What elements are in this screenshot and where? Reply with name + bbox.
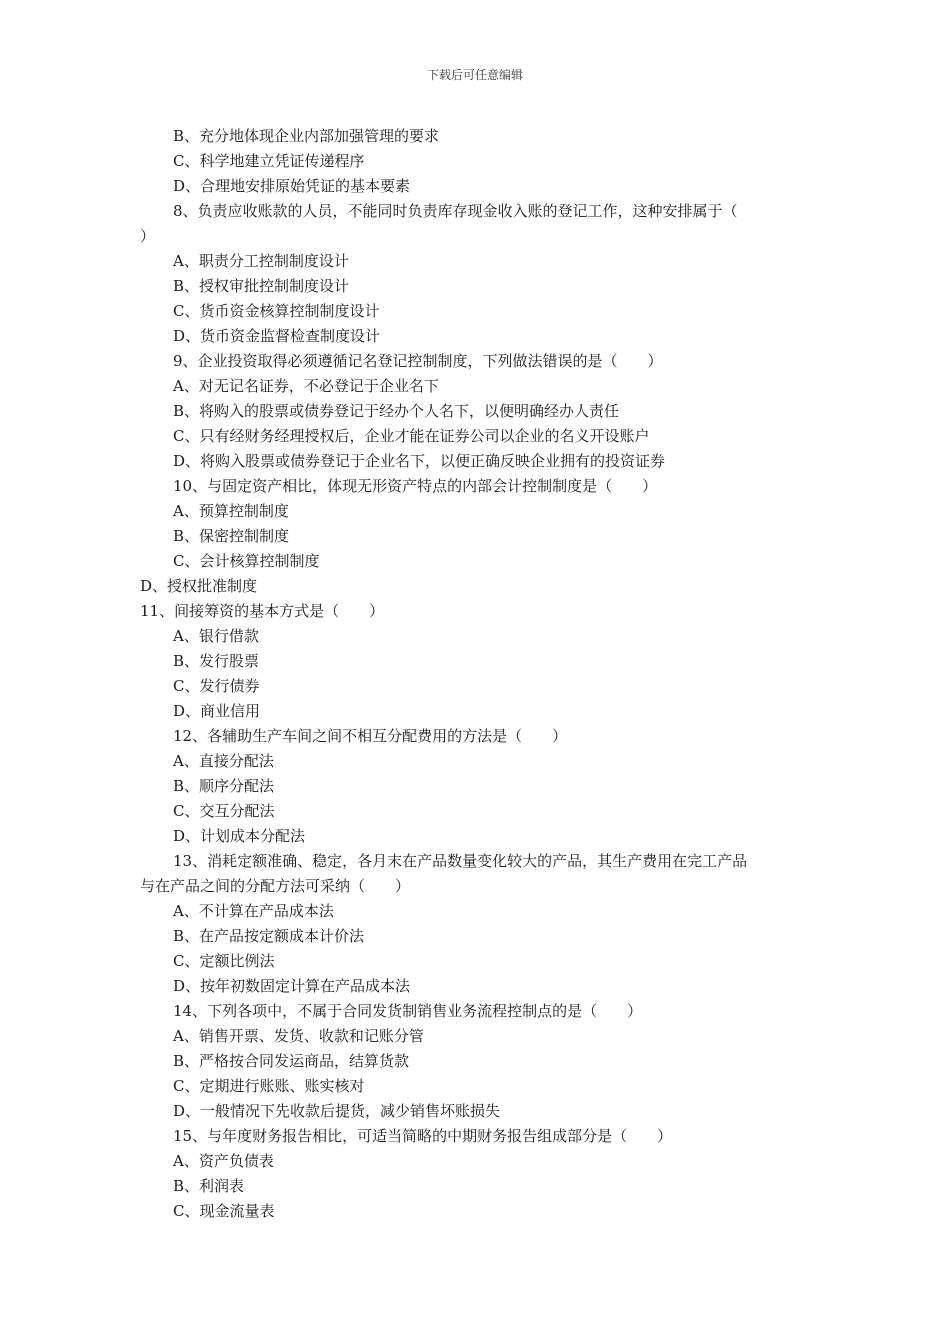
text-line: B、授权审批控制制度设计: [173, 277, 350, 295]
text-line: A、预算控制制度: [173, 502, 289, 520]
text-line: D、授权批准制度: [140, 577, 258, 595]
text-line: B、利润表: [173, 1177, 245, 1195]
text-line: A、销售开票、发货、收款和记账分管: [173, 1027, 424, 1045]
text-line: D、货币资金监督检查制度设计: [173, 327, 381, 345]
text-line: D、一般情况下先收款后提货，减少销售坏账损失: [173, 1102, 501, 1120]
text-line: A、直接分配法: [173, 752, 274, 770]
text-line: D、合理地安排原始凭证的基本要素: [173, 177, 411, 195]
text-line: B、严格按合同发运商品，结算货款: [173, 1052, 410, 1070]
text-line: 8、负责应收账款的人员，不能同时负责库存现金收入账的登记工作，这种安排属于（: [173, 202, 738, 220]
text-line: D、商业信用: [173, 702, 261, 720]
text-line: B、发行股票: [173, 652, 260, 670]
text-line: C、现金流量表: [173, 1202, 275, 1220]
text-line: 12、各辅助生产车间之间不相互分配费用的方法是（ ）: [173, 727, 568, 745]
text-line: C、定额比例法: [173, 952, 275, 970]
text-line: C、交互分配法: [173, 802, 275, 820]
text-line: A、对无记名证券，不必登记于企业名下: [173, 377, 439, 395]
text-line: 与在产品之间的分配方法可采纳（ ）: [140, 877, 411, 895]
text-line: A、不计算在产品成本法: [173, 902, 334, 920]
page-header: 下载后可任意编辑: [426, 68, 523, 82]
text-line: B、顺序分配法: [173, 777, 275, 795]
text-line: C、科学地建立凭证传递程序: [173, 152, 365, 170]
text-line: 15、与年度财务报告相比，可适当简略的中期财务报告组成部分是（ ）: [173, 1127, 673, 1145]
text-line: A、银行借款: [173, 627, 259, 645]
text-line: C、发行债券: [173, 677, 260, 695]
document-body: [140, 124, 820, 1224]
text-line: A、职责分工控制制度设计: [173, 252, 349, 270]
text-line: D、按年初数固定计算在产品成本法: [173, 977, 411, 995]
text-line: ）: [140, 227, 156, 245]
text-line: D、将购入股票或债券登记于企业名下，以便正确反映企业拥有的投资证券: [173, 452, 666, 470]
text-line: 14、下列各项中，不属于合同发货制销售业务流程控制点的是（ ）: [173, 1002, 643, 1020]
text-line: B、将购入的股票或债券登记于经办个人名下，以便明确经办人责任: [173, 402, 620, 420]
text-line: C、会计核算控制制度: [173, 552, 320, 570]
text-line: 13、消耗定额准确、稳定，各月末在产品数量变化较大的产品，其生产费用在完工产品: [173, 852, 748, 870]
text-line: B、保密控制制度: [173, 527, 290, 545]
text-line: B、充分地体现企业内部加强管理的要求: [173, 127, 440, 145]
text-line: A、资产负债表: [173, 1152, 274, 1170]
text-line: B、在产品按定额成本计价法: [173, 927, 365, 945]
text-line: 9、企业投资取得必须遵循记名登记控制制度，下列做法错误的是（ ）: [173, 352, 663, 370]
text-line: D、计划成本分配法: [173, 827, 306, 845]
text-line: 11、间接筹资的基本方式是（ ）: [140, 602, 385, 620]
text-line: C、货币资金核算控制制度设计: [173, 302, 380, 320]
text-line: C、定期进行账账、账实核对: [173, 1077, 365, 1095]
text-line: C、只有经财务经理授权后，企业才能在证券公司以企业的名义开设账户: [173, 427, 650, 445]
text-line: 10、与固定资产相比，体现无形资产特点的内部会计控制制度是（ ）: [173, 477, 658, 495]
